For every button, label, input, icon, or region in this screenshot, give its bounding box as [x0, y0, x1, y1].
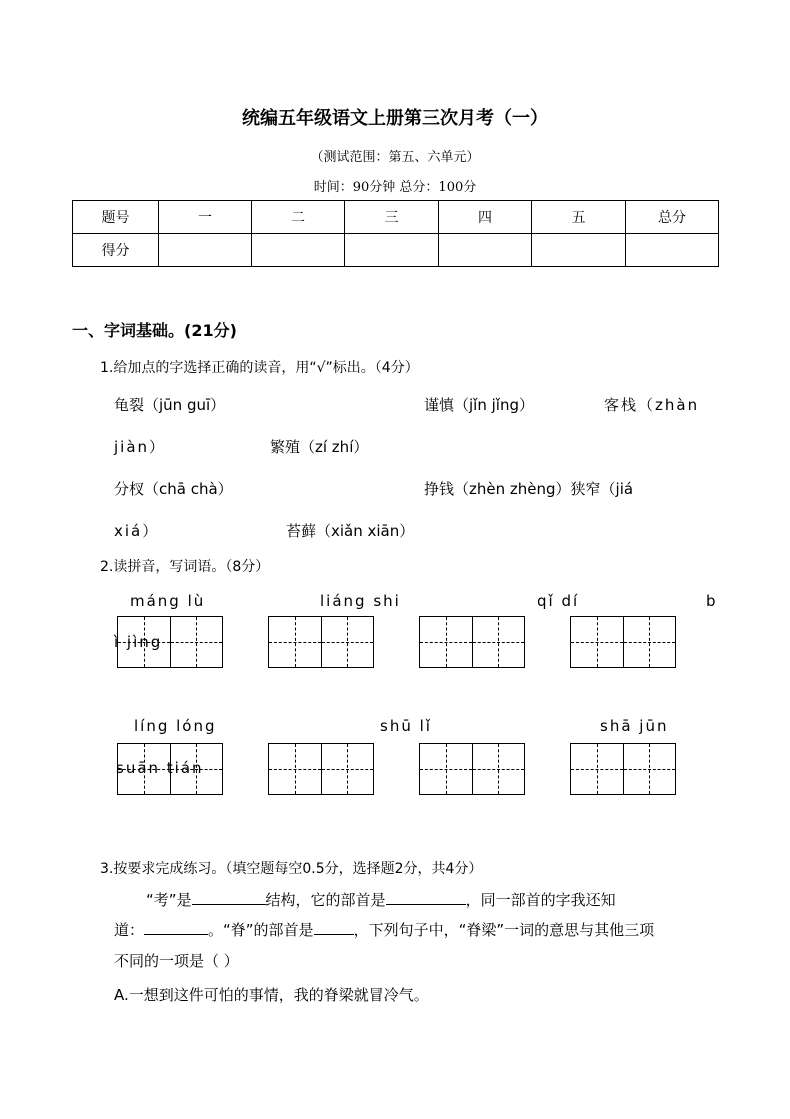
q1-item[interactable]: 分杈（chā chà）: [114, 480, 233, 498]
q3-line-1: [146, 889, 616, 910]
fill-blank[interactable]: [386, 904, 466, 905]
score-header-cell: 总分: [626, 201, 719, 234]
writing-grid[interactable]: [268, 616, 374, 668]
fill-blank[interactable]: [314, 934, 354, 935]
q3-line-2: [114, 919, 654, 940]
q3-prompt: 3.按要求完成练习。（填空题每空0.5分，选择题2分，共4分）: [100, 861, 483, 877]
q1-item[interactable]: 繁殖（zí zhí）: [270, 438, 369, 456]
q2-prompt: 2.读拼音，写词语。（8分）: [100, 559, 270, 575]
q1-prompt: 1.给加点的字选择正确的读音，用“√”标出。（4分）: [100, 360, 419, 376]
pinyin-label: shū lǐ: [380, 717, 432, 735]
score-header-cell: 四: [439, 201, 532, 234]
pinyin-label: b: [706, 592, 718, 610]
score-header-cell: 题号: [73, 201, 159, 234]
writing-grid[interactable]: [570, 616, 676, 668]
pinyin-label: ì jìng: [114, 633, 163, 651]
score-table-score-row: [73, 234, 719, 267]
q3-text: ，同一部首的字我还知: [465, 891, 616, 909]
score-table: [72, 200, 719, 267]
q1-item[interactable]: 客栈（zhàn: [604, 396, 700, 414]
q3-text: 结构，它的部首是: [265, 891, 386, 909]
writing-grid[interactable]: [268, 743, 374, 795]
q3-text: 。“脊”的部首是: [208, 921, 314, 939]
score-cell[interactable]: [439, 234, 532, 267]
time-info: 时间：90分钟 总分：100分: [313, 180, 477, 195]
q1-item[interactable]: 挣钱（zhèn zhèng）狭窄（jiá: [424, 480, 634, 498]
score-header-cell: 一: [159, 201, 252, 234]
q3-line-3: 不同的一项是（ ）: [114, 952, 239, 970]
pinyin-label: líng lóng: [134, 717, 217, 735]
score-cell[interactable]: [532, 234, 626, 267]
q1-item[interactable]: 苔藓（xiǎn xiān）: [286, 522, 415, 540]
score-header-cell: 二: [252, 201, 345, 234]
writing-grid[interactable]: [419, 616, 525, 668]
section-heading: 一、字词基础。(21分): [72, 321, 237, 340]
fill-blank[interactable]: [144, 934, 208, 935]
q1-item[interactable]: 谨慎（jǐn jǐng）: [424, 396, 534, 414]
q1-item[interactable]: 龟裂（jūn guī）: [114, 396, 226, 414]
fill-blank[interactable]: [192, 904, 266, 905]
pinyin-label: máng lù: [130, 592, 206, 610]
pinyin-label: liáng shi: [320, 592, 401, 610]
q1-item[interactable]: jiàn）: [114, 438, 167, 456]
pinyin-label: suān tián: [116, 759, 204, 777]
q3-text: 道：: [114, 921, 145, 939]
pinyin-label: qǐ dí: [537, 592, 580, 610]
pinyin-label: shā jūn: [600, 717, 669, 735]
score-cell[interactable]: [345, 234, 439, 267]
q3-option-a[interactable]: A.一想到这件可怕的事情，我的脊梁就冒冷气。: [114, 986, 429, 1004]
writing-grid[interactable]: [419, 743, 525, 795]
score-table-header-row: [73, 201, 719, 234]
writing-grid[interactable]: [570, 743, 676, 795]
q3-text: ，下列句子中，“脊梁”一词的意思与其他三项: [353, 921, 655, 939]
q3-text: “考”是: [146, 891, 192, 909]
score-header-cell: 五: [532, 201, 626, 234]
q1-item[interactable]: xiá）: [114, 522, 160, 540]
test-scope: （测试范围：第五、六单元）: [310, 150, 480, 165]
score-header-cell: 三: [345, 201, 439, 234]
score-cell[interactable]: [159, 234, 252, 267]
score-cell[interactable]: [626, 234, 719, 267]
score-cell[interactable]: [252, 234, 345, 267]
score-row-label: 得分: [73, 234, 159, 267]
page-title: 统编五年级语文上册第三次月考（一）: [242, 108, 548, 129]
